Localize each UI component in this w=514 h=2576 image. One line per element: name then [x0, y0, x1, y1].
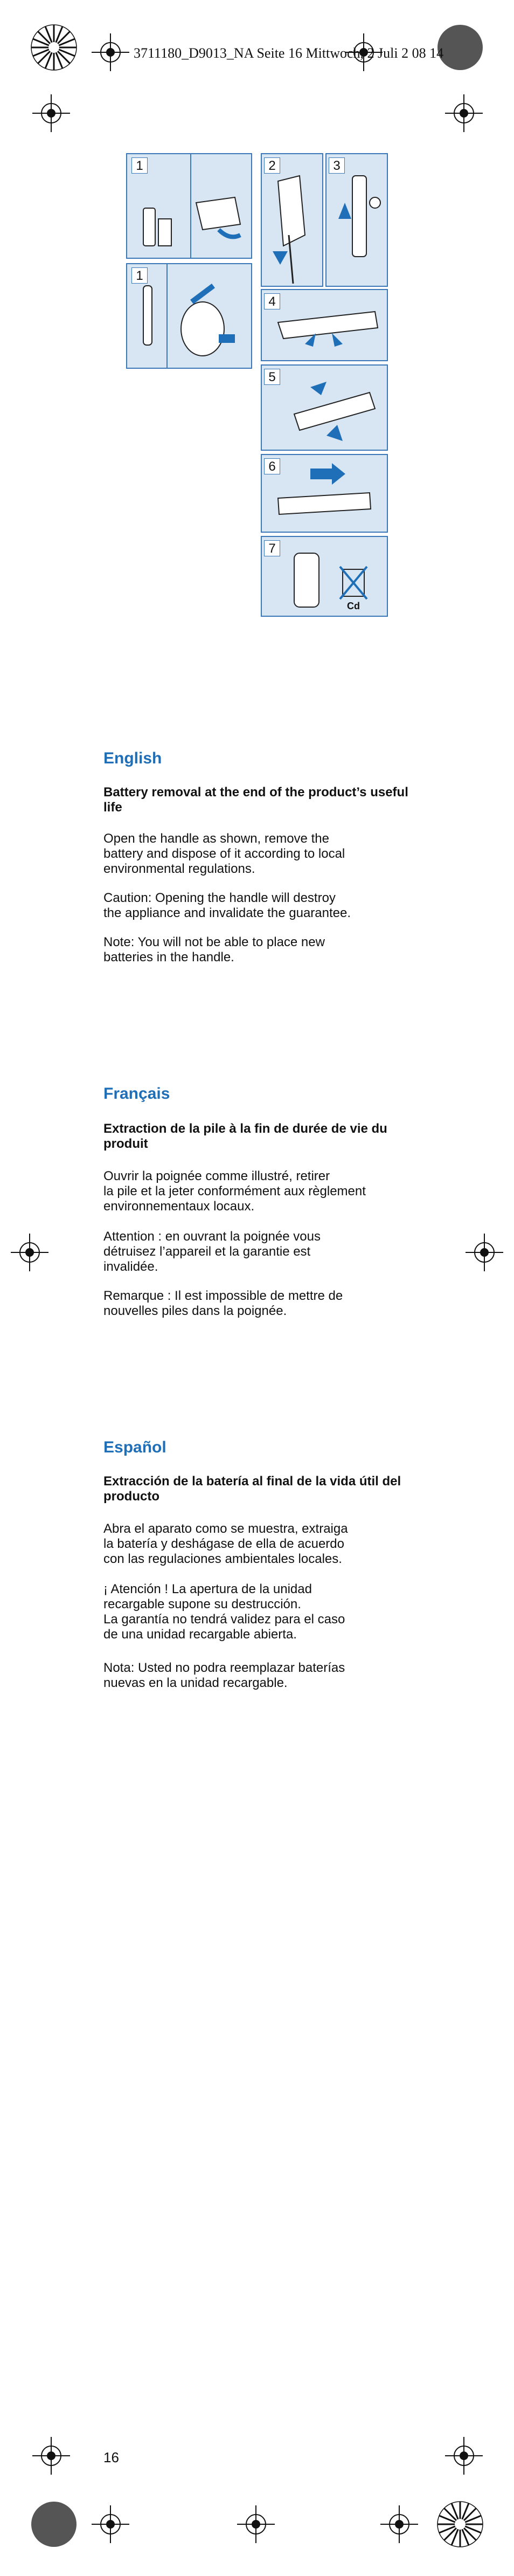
- paragraph: ¡ Atención ! La apertura de la unidad recargable supone su destrucción. La garantía no tendrá validez para el caso de una unidad recargable abierta.: [103, 1582, 345, 1642]
- tool-insertion-illustration: [262, 154, 322, 286]
- panel-number: 5: [264, 369, 280, 385]
- battery-disposal-illustration: [262, 537, 387, 616]
- paragraph: Attention : en ouvrant la poignée vous détruisez l’appareil et la garantie est invalidée.: [103, 1229, 321, 1274]
- section-language: Français: [103, 1085, 170, 1103]
- paragraph: Note: You will not be able to place new batteries in the handle.: [103, 935, 325, 965]
- registration-mark-bottom-right: [436, 2501, 484, 2548]
- battery-extraction-illustration: [262, 455, 387, 532]
- registration-mark-top-left: [30, 24, 78, 71]
- cover-removal-illustration: [327, 154, 387, 286]
- section-language: English: [103, 749, 162, 767]
- panel-3: [325, 153, 388, 287]
- paragraph: Remarque : Il est impossible de mettre de nouvelles piles dans la poignée.: [103, 1289, 343, 1318]
- print-slug: 3711180_D9013_NA Seite 16 Mittwoch, 2 Juli 2 08 14: [134, 45, 444, 61]
- panel-5: [261, 364, 388, 451]
- page-number: 16: [103, 2449, 119, 2465]
- panel-1b: [126, 263, 252, 369]
- section-heading: Battery removal at the end of the product’s useful life: [103, 785, 408, 815]
- panel-number: 2: [264, 157, 280, 174]
- cadmium-label: Cd: [347, 601, 360, 611]
- section-language: Español: [103, 1438, 166, 1456]
- panel-4: [261, 289, 388, 361]
- panel-number: 3: [329, 157, 345, 174]
- housing-split-illustration: [262, 290, 387, 360]
- panel-number: 6: [264, 458, 280, 474]
- panel-2: [261, 153, 323, 287]
- paragraph: Ouvrir la poignée comme illustré, retirer la pile et la jeter conformément aux règlement environnementaux locaux.: [103, 1169, 366, 1214]
- paragraph: Abra el aparato como se muestra, extraiga la batería y deshágase de ella de acuerdo con las regulaciones ambientales locales.: [103, 1521, 348, 1566]
- paragraph: Nota: Usted no podra reemplazar baterías nuevas en la unidad recargable.: [103, 1661, 345, 1690]
- panel-number: 1: [131, 157, 148, 174]
- battery-pull-illustration: [262, 366, 387, 450]
- panel-6: [261, 454, 388, 533]
- section-heading: Extracción de la batería al final de la vida útil del producto: [103, 1474, 401, 1504]
- paragraph: Open the handle as shown, remove the battery and dispose of it according to local environmental regulations.: [103, 831, 345, 876]
- paragraph: Caution: Opening the handle will destroy the appliance and invalidate the guarantee.: [103, 891, 351, 920]
- panel-number: 7: [264, 540, 280, 556]
- panel-7: [261, 536, 388, 617]
- section-heading: Extraction de la pile à la fin de durée de vie du produit: [103, 1121, 387, 1151]
- registration-mark-bottom-left: [30, 2501, 78, 2548]
- panel-number: 4: [264, 293, 280, 309]
- registration-mark-top-right: [436, 24, 484, 71]
- panel-number: 1: [131, 267, 148, 284]
- panel-1a: [126, 153, 252, 259]
- handle-disassembly-illustration: [127, 264, 251, 368]
- shaver-opening-illustration: [127, 154, 251, 258]
